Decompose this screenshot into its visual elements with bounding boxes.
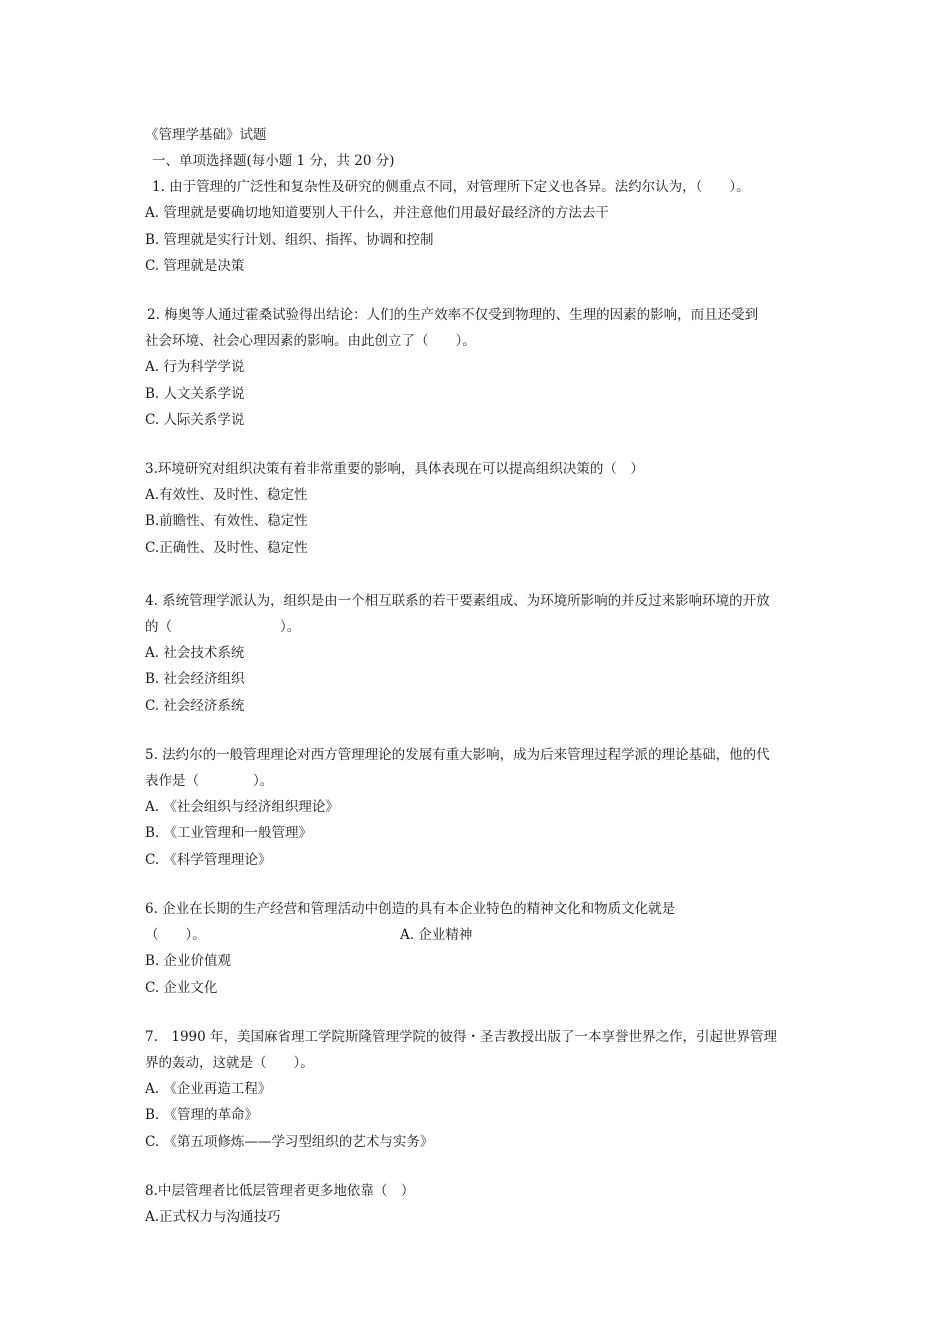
question-5-stem-line-2: 表作是（ ）。 <box>145 773 274 789</box>
question-7-option-b: B. 《管理的革命》 <box>145 1107 259 1123</box>
question-4-option-c: C. 社会经济系统 <box>145 698 245 714</box>
question-2-stem-line-2: 社会环境、社会心理因素的影响。由此创立了（ ）。 <box>145 333 476 349</box>
question-2-option-a: A. 行为科学学说 <box>145 359 245 375</box>
question-7-option-a: A. 《企业再造工程》 <box>145 1081 272 1097</box>
question-1-option-a: A. 管理就是要确切地知道要别人干什么，并注意他们用最好最经济的方法去干 <box>145 205 609 221</box>
question-4-stem-line-2: 的（ ）。 <box>145 619 301 635</box>
question-4-option-a: A. 社会技术系统 <box>145 645 245 661</box>
question-6-option-c: C. 企业文化 <box>145 980 218 996</box>
question-3-option-c: C.正确性、及时性、稳定性 <box>145 540 308 556</box>
document-title: 《管理学基础》试题 <box>145 127 267 143</box>
question-4-option-b: B. 社会经济组织 <box>145 671 245 687</box>
question-3-option-b: B.前瞻性、有效性、稳定性 <box>145 513 308 529</box>
question-2-option-c: C. 人际关系学说 <box>145 412 245 428</box>
question-2-stem-line-1: 2. 梅奥等人通过霍桑试验得出结论：人们的生产效率不仅受到物理的、生理的因素的影响，而且还受到 <box>147 307 759 323</box>
question-1-stem: 1. 由于管理的广泛性和复杂性及研究的侧重点不同，对管理所下定义也各异。法约尔认为，（ ）。 <box>152 179 750 195</box>
question-7-stem-line-2: 界的轰动，这就是（ ）。 <box>145 1055 314 1071</box>
question-1-option-c: C. 管理就是决策 <box>145 258 245 274</box>
question-5-option-a: A. 《社会组织与经济组织理论》 <box>145 799 339 815</box>
section-heading: 一、单项选择题(每小题 1 分，共 20 分) <box>152 153 395 169</box>
question-5-option-b: B. 《工业管理和一般管理》 <box>145 825 313 841</box>
question-6-stem-line-1: 6. 企业在长期的生产经营和管理活动中创造的具有本企业特色的精神文化和物质文化就是 <box>145 901 676 917</box>
question-3-option-a: A.有效性、及时性、稳定性 <box>145 487 308 503</box>
question-5-option-c: C. 《科学管理理论》 <box>145 852 272 868</box>
question-7-stem-line-1: 7. 1990 年，美国麻省理工学院斯隆管理学院的彼得・圣吉教授出版了一本享誉世界之作，引起世界管理 <box>145 1029 778 1045</box>
question-8-stem: 8.中层管理者比低层管理者更多地依靠（ ） <box>145 1183 415 1199</box>
question-6-stem-line-2: （ ）。 <box>145 927 206 943</box>
question-6-option-b: B. 企业价值观 <box>145 953 232 969</box>
question-4-stem-line-1: 4. 系统管理学派认为，组织是由一个相互联系的若干要素组成、为环境所影响的并反过来影响环境的开放 <box>145 593 770 609</box>
question-8-option-a: A.正式权力与沟通技巧 <box>145 1209 281 1225</box>
question-6-option-a: A. 企业精神 <box>400 927 473 943</box>
question-3-stem: 3.环境研究对组织决策有着非常重要的影响，具体表现在可以提高组织决策的（ ） <box>145 461 644 477</box>
question-1-option-b: B. 管理就是实行计划、组织、指挥、协调和控制 <box>145 232 434 248</box>
question-2-option-b: B. 人文关系学说 <box>145 386 245 402</box>
question-7-option-c: C. 《第五项修炼——学习型组织的艺术与实务》 <box>145 1134 434 1150</box>
question-5-stem-line-1: 5. 法约尔的一般管理理论对西方管理理论的发展有重大影响，成为后来管理过程学派的理论基础，他的代 <box>145 747 770 763</box>
